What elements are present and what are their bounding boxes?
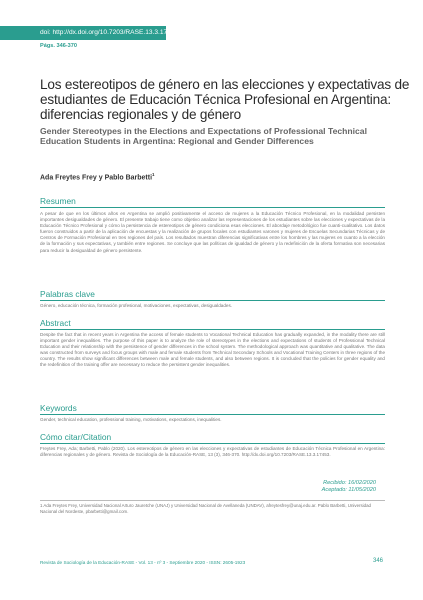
resumen-text: A pesar de que en los últimos años en Argentina se amplió positivamente el acceso de mujeres a la Educación Técnico Profesional, en la modalidad persisten importantes desigualdades de género. El presente trabajo tiene como objetivo analizar las representaciones de los estudiantes sobre las elecciones y expectativas de la Educación Técnico Profesional y cómo la persistencia de estereotipos de género condiciona esas elecciones. El abordaje metodológico fue cuanti-cualitativo. Los datos fueron construidos a partir de la aplicación de encuestas y la realización de grupos focales con estudiantes varones y mujeres de Escuelas Secundarias Técnicas y de Centros de Formación Profesional en tres regiones del país. Los resultados muestran diferencias significativas entre los hombres y las mujeres en cuanto a la elección de la formación y sus expectativas, y también entre regiones. Se concluye que las políticas de igualdad de género y la redefinición de la oferta formativa son necesarias para reducir la desigualdad de género persistente. <box>40 211 385 253</box>
citation-text: Freytes Frey, Ada; Barbetti, Pablo (2020). Los estereotipos de género en las elecciones y expectativas de estudiantes de Educación Técnica Profesional en Argentina: diferencias regionales y de género. Revista de Sociología de la Educación-RASE, 13 (3), 346-370. http://dx.doi.org/10.7203/RASE.13.3.17453. <box>40 446 385 458</box>
abstract-rule <box>40 329 385 330</box>
accepted-date: Aceptado: 11/05/2020 <box>321 487 376 493</box>
author-names: Ada Freytes Frey y Pablo Barbetti <box>40 174 153 182</box>
abstract-heading: Abstract <box>40 318 71 328</box>
keywords-heading: Keywords <box>40 403 77 413</box>
abstract-text: Despite the fact that in recent years in Argentina the access of female students to Vocational Technical Education has gradually expanded, in the modality there are still important gender inequalities. The purpose of this paper is to analyze the role of stereotypes in the elections and expectations of students of Professional Technical Education and their relationship with the persistence of gender differences in the school system. The methodological approach was quantitative and qualitative. The data was constructed from surveys and focus groups with male and female students from Technical Secondary Schools and Vocational Training Centers in three regions of the country. The results show significant differences between male and female students, and also between regions. It is concluded that the policies for gender equality and the redefinition of the training offer are necessary to reduce the persistent gender inequalities. <box>40 332 385 368</box>
article-subtitle-english: Gender Stereotypes in the Elections and Expectations of Professional Technical Education Students in Argentina: Regional and Gender Differences <box>40 126 367 147</box>
citation-rule <box>40 443 385 444</box>
author-footnote-mark: 1 <box>152 172 155 177</box>
journal-footer: Revista de Sociología de la Educación-RASE - Vol. 13 - nº 3 - Septiembre 2020 - ISSN: 2605-1923 <box>40 560 246 565</box>
doi-link[interactable]: doi: http://dx.doi.org/10.7203/RASE.13.3.17453 <box>40 29 179 36</box>
author-footnote: 1 Ada Freytes Frey, Universidad Nacional Arturo Jauretche (UNAJ) y Universidad Nacional de Avellaneda (UNDAV), afreytesfrey@unaj.edu.ar. Pablo Barbetti, Universidad Nacional del Nordeste, pbarbetti@gmail.com. <box>40 503 371 514</box>
keywords-text: Gender, technical education, professional training, motivations, expectations, inequalities. <box>40 417 222 422</box>
keywords-rule <box>40 414 385 415</box>
citation-heading: Cómo citar/Citation <box>40 432 112 442</box>
footnote-divider <box>40 500 385 501</box>
article-title: Los estereotipos de género en las elecciones y expectativas de estudiantes de Educación Técnica Profesional en Argentina: diferencias regionales y de género <box>40 77 410 122</box>
palabras-clave-rule <box>40 300 385 301</box>
article-dates <box>322 480 376 494</box>
authors <box>40 172 155 181</box>
palabras-clave-heading: Palabras clave <box>40 289 95 299</box>
received-date: Recibido: 16/02/2020 <box>323 480 376 486</box>
resumen-rule <box>40 207 385 208</box>
doi-banner <box>0 26 179 40</box>
resumen-heading: Resumen <box>40 196 76 206</box>
page-range: Págs. 346-370 <box>40 43 78 49</box>
palabras-clave-text: Género, educación técnica, formación profesional, motivaciones, expectativas, desigualdades. <box>40 303 233 308</box>
page-number: 346 <box>372 558 383 564</box>
